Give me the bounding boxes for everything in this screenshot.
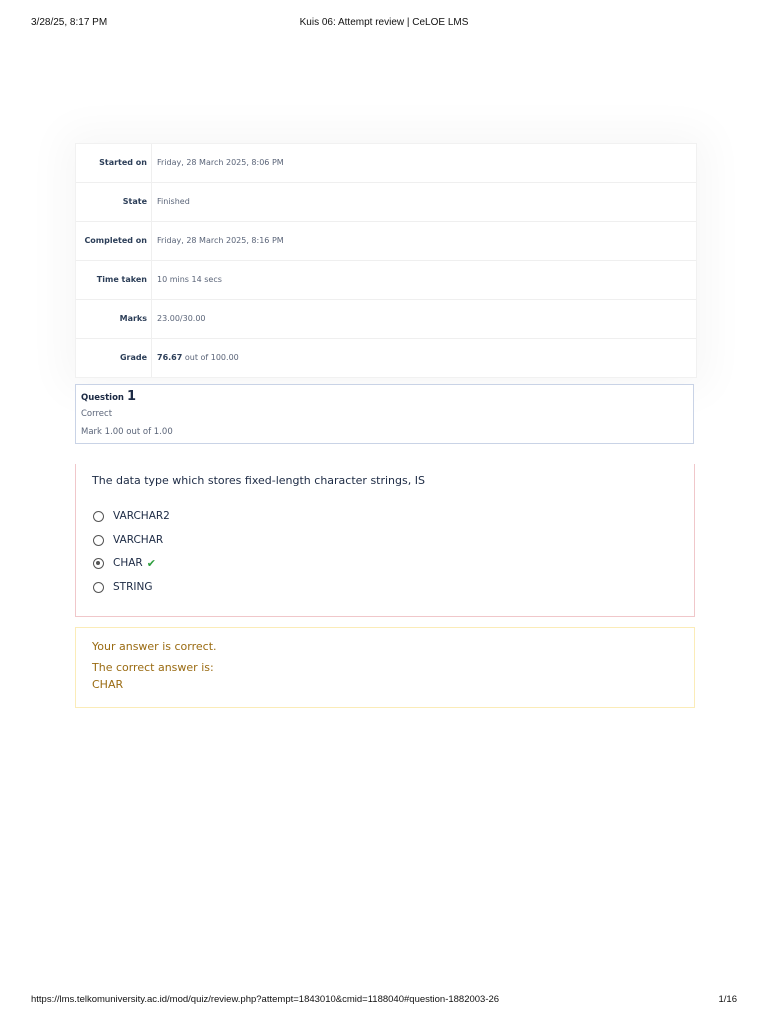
summary-label: State [76,183,152,221]
summary-row-time-taken [76,261,696,300]
print-footer [31,994,737,1008]
summary-row-marks [76,300,696,339]
question-info-box [75,384,694,444]
print-datetime: 3/28/25, 8:17 PM [31,17,108,28]
question-number-value: 1 [126,389,136,404]
radio-button-checked[interactable] [93,558,104,569]
feedback-result: Your answer is correct. [92,640,217,653]
correct-answer-value: CHAR [92,678,124,691]
feedback-box [75,627,695,708]
answer-option[interactable] [93,508,170,524]
correct-answer-label: The correct answer is: [92,661,214,674]
summary-value: 10 mins 14 secs [157,275,222,284]
summary-label: Marks [76,300,152,338]
grade-score: 76.67 [157,353,183,362]
summary-value [152,339,239,377]
summary-label: Time taken [76,261,152,299]
answer-option[interactable] [93,532,163,548]
summary-label: Started on [76,144,152,182]
summary-label: Completed on [76,222,152,260]
radio-button[interactable] [93,582,104,593]
question-state: Correct [81,409,113,419]
answer-option[interactable] [93,579,152,595]
print-header [31,17,737,31]
answer-label: VARCHAR [113,534,164,546]
summary-label: Grade [76,339,152,377]
answer-label: STRING [113,581,153,593]
question-number [81,389,136,404]
summary-row-started [76,144,696,183]
summary-row-completed [76,222,696,261]
question-content [75,464,695,617]
summary-row-state [76,183,696,222]
summary-value: Finished [157,197,190,206]
grade-out-of: out of 100.00 [182,353,239,362]
answer-label: CHAR [113,557,143,569]
print-page-title: Kuis 06: Attempt review | CeLOE LMS [299,17,469,28]
radio-button[interactable] [93,535,104,546]
question-grade: Mark 1.00 out of 1.00 [81,427,173,437]
question-text: The data type which stores fixed-length character strings, IS [92,474,425,487]
check-icon: ✔ [146,556,156,570]
print-page-number: 1/16 [718,994,737,1005]
attempt-summary-table [75,143,697,378]
radio-button[interactable] [93,511,104,522]
summary-value: Friday, 28 March 2025, 8:16 PM [157,236,284,245]
question-label: Question [81,393,127,403]
summary-row-grade [76,339,696,377]
answer-label: VARCHAR2 [113,510,170,522]
summary-value: 23.00/30.00 [157,314,206,323]
answer-option-selected[interactable] [93,555,156,571]
summary-value: Friday, 28 March 2025, 8:06 PM [157,158,284,167]
print-url: https://lms.telkomuniversity.ac.id/mod/quiz/review.php?attempt=1843010&cmid=1188040#question-1882003-26 [31,994,500,1005]
